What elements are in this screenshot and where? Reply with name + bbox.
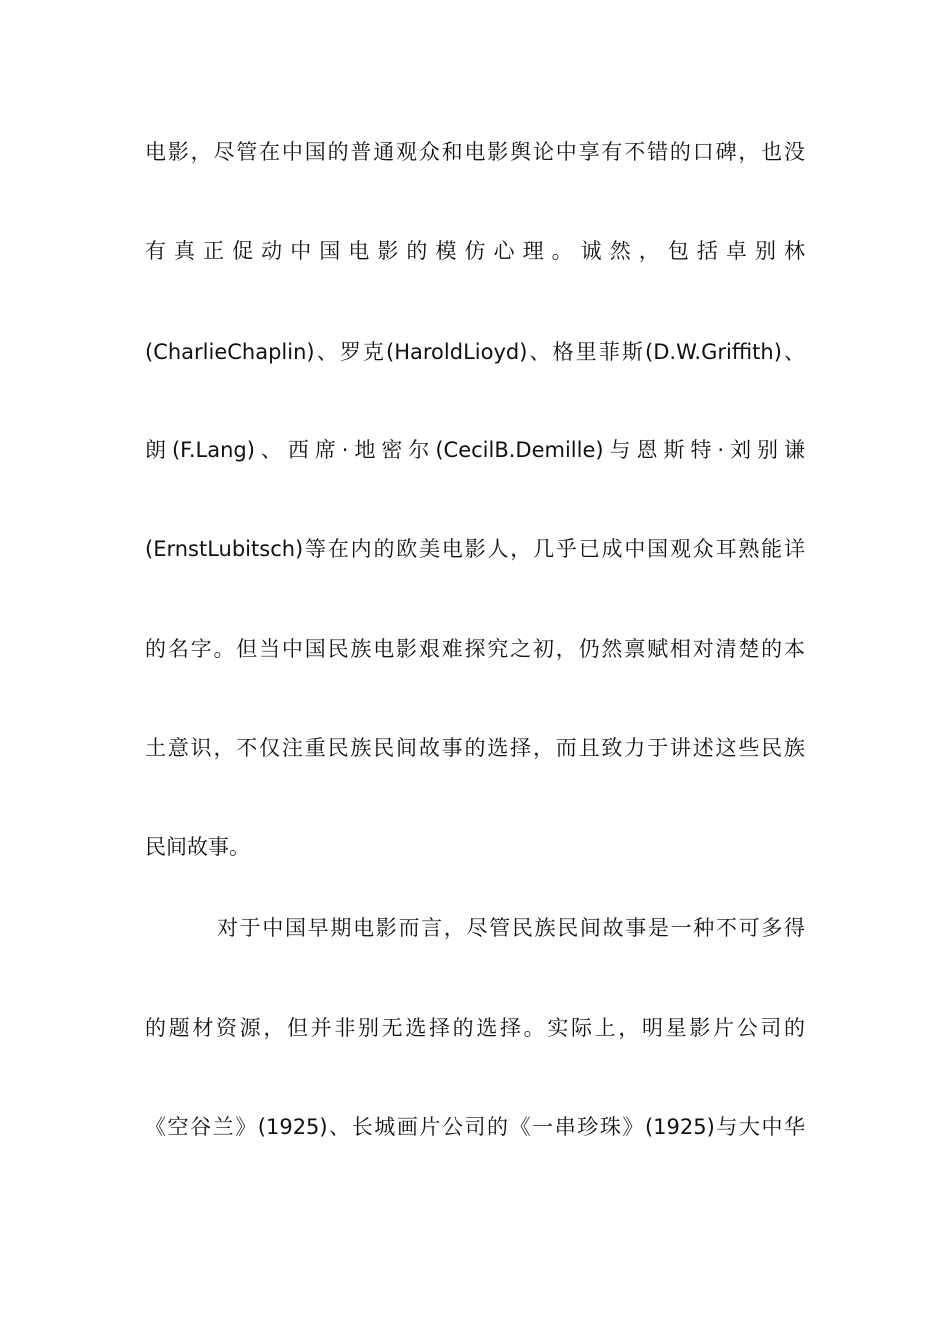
- text-line: 朗(F.Lang)、西席·地密尔(CecilB.Demille)与恩斯特·刘别谦: [145, 438, 805, 462]
- text-line: 土意识，不仅注重民族民间故事的选择，而且致力于讲述这些民族: [145, 736, 805, 760]
- text-line: 民间故事。: [145, 835, 250, 859]
- text-line: 《空谷兰》(1925)、长城画片公司的《一串珍珠》(1925)与大中华: [145, 1115, 805, 1139]
- text-line: (CharlieChaplin)、罗克(HaroldLioyd)、格里菲斯(D.W.Griffith)、: [145, 340, 805, 364]
- paragraph-first-line: 对于中国早期电影而言，尽管民族民间故事是一种不可多得: [217, 916, 805, 940]
- text-line: 电影，尽管在中国的普通观众和电影舆论中享有不错的口碑，也没: [145, 140, 805, 164]
- text-line: 的名字。但当中国民族电影艰难探究之初，仍然禀赋相对清楚的本: [145, 637, 805, 661]
- text-line: 的题材资源，但并非别无选择的选择。实际上，明星影片公司的: [145, 1016, 805, 1040]
- text-line: 有真正促动中国电影的模仿心理。诚然，包括卓别林: [145, 239, 805, 263]
- text-line: (ErnstLubitsch)等在内的欧美电影人，几乎已成中国观众耳熟能详: [145, 537, 805, 561]
